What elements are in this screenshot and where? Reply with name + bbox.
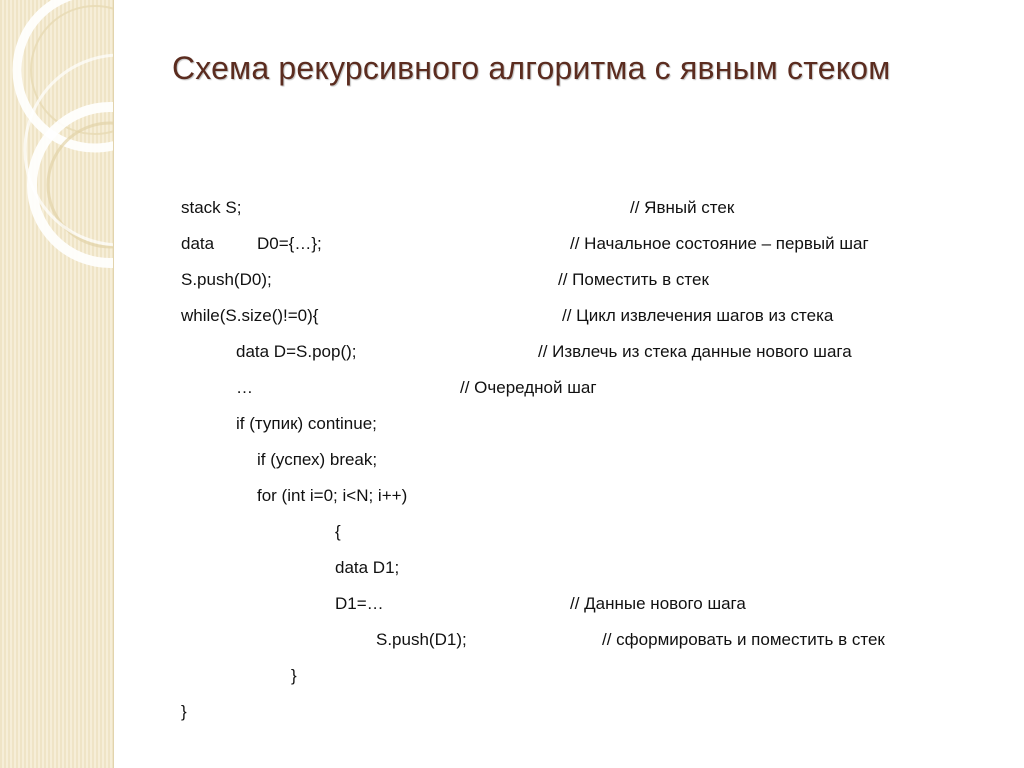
code-line: if (успех) break; [257,450,378,469]
code-line: { [335,522,341,541]
code-line: data [181,234,215,253]
code-line: if (тупик) continue; [236,414,377,433]
code-comment: // Данные нового шага [570,594,746,613]
code-comment: // Извлечь из стека данные нового шага [538,342,852,361]
code-comment: // Цикл извлечения шагов из стека [562,306,834,325]
code-line: D1=… [335,594,384,613]
code-line: } [181,702,187,721]
code-comment: // Явный стек [630,198,735,217]
code-line: while(S.size()!=0){ [181,306,319,325]
code-comment: // Поместить в стек [558,270,709,289]
code-line: S.push(D0); [181,270,272,289]
code-line: data D1; [335,558,400,577]
code-line-value: D0={…}; [257,234,322,253]
code-line: … [236,378,253,397]
code-comment: // Начальное состояние – первый шаг [570,234,869,253]
code-line: for (int i=0; i<N; i++) [257,486,408,505]
code-line: S.push(D1); [376,630,467,649]
code-comment: // Очередной шаг [460,378,597,397]
code-line: stack S; [181,198,242,217]
code-line: } [291,666,297,685]
slide-title: Схема рекурсивного алгоритма с явным стеком [172,50,891,86]
code-line: data D=S.pop(); [236,342,357,361]
code-comment: // сформировать и поместить в стек [602,630,885,649]
